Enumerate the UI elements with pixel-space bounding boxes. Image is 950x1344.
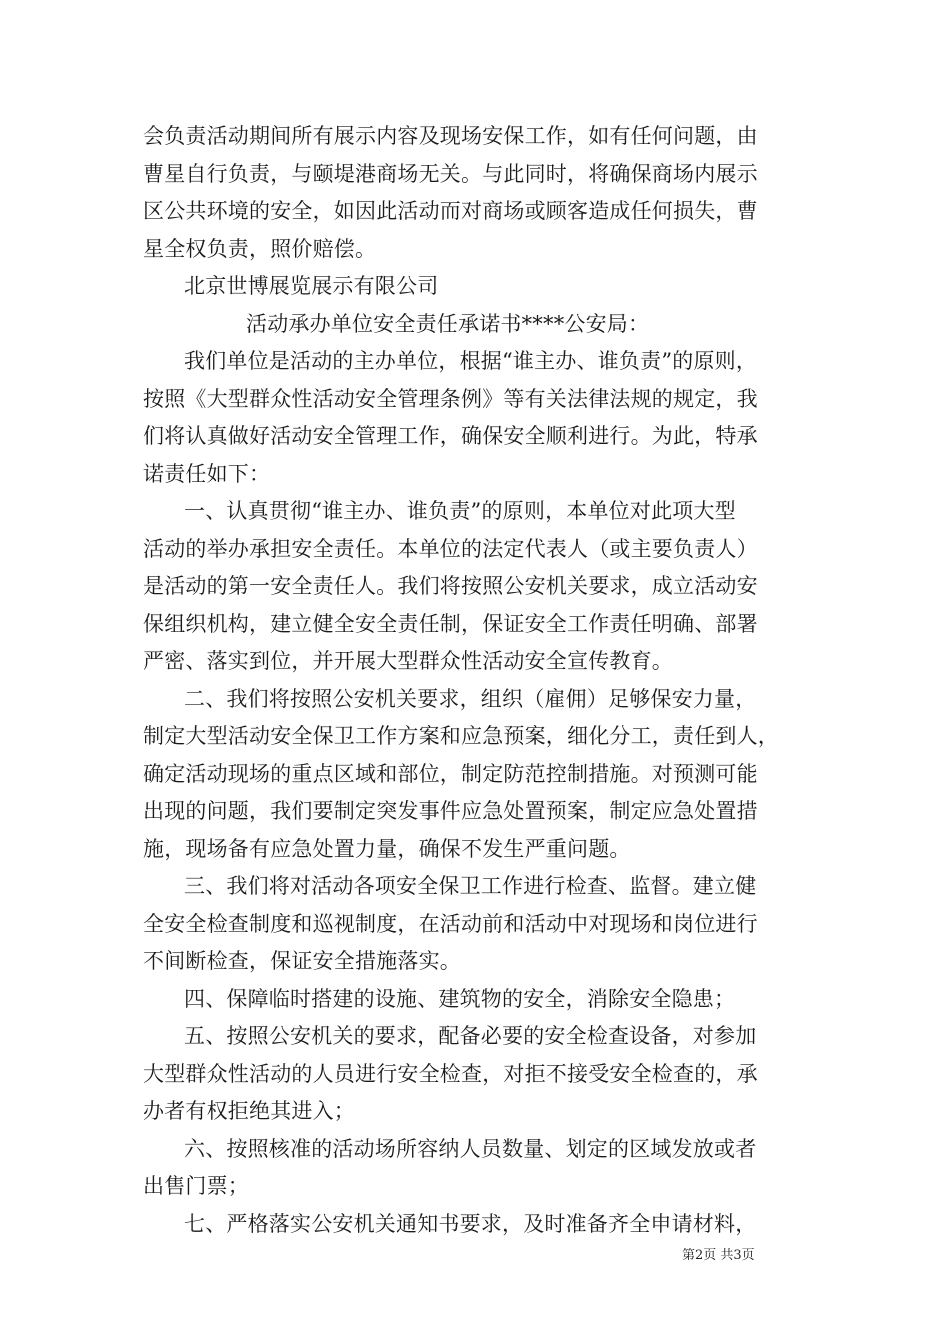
company-signature: 北京世博展览展示有限公司: [184, 274, 439, 298]
text-line: 严密、落实到位，并开展大型群众性活动安全宣传教育。: [143, 649, 673, 673]
text-line: 出现的问题，我们要制定突发事件应急处置预案，制定应急处置措: [143, 799, 758, 823]
text-line: 曹星自行负责，与颐堤港商场无关。与此同时，将确保商场内展示: [143, 161, 758, 186]
text-line: 保组织机构，建立健全安全责任制，保证安全工作责任明确、部署: [143, 611, 758, 636]
text-line: 制定大型活动安全保卫工作方案和应急预案，细化分工，责任到人，: [143, 724, 779, 748]
text-line: 会负责活动期间所有展示内容及现场安保工作，如有任何问题，由: [143, 124, 758, 148]
text-line: 诺责任如下：: [143, 461, 271, 486]
text-line: 六、按照核准的活动场所容纳人员数量、划定的区域发放或者: [184, 1136, 757, 1161]
page-number-footer: 第2页 共3页: [682, 1248, 755, 1263]
document-body: [143, 118, 809, 1243]
text-line: 全安全检查制度和巡视制度，在活动前和活动中对现场和岗位进行: [143, 911, 758, 936]
text-line: 三、我们将对活动各项安全保卫工作进行检查、监督。建立健: [184, 874, 757, 898]
text-line: 星全权负责，照价赔偿。: [143, 236, 377, 261]
text-line: 四、保障临时搭建的设施、建筑物的安全，消除安全隐患；: [184, 986, 736, 1011]
text-line: 一、认真贯彻“谁主办、谁负责”的原则，本单位对此项大型: [184, 499, 736, 523]
section-heading: 活动承办单位安全责任承诺书****公安局：: [246, 311, 650, 336]
text-line: 施，现场备有应急处置力量，确保不发生严重问题。: [143, 836, 631, 861]
text-line: 五、按照公安机关的要求，配备必要的安全检查设备，对参加: [184, 1024, 757, 1048]
text-line: 办者有权拒绝其进入；: [143, 1099, 355, 1123]
text-line: 不间断检查，保证安全措施落实。: [143, 949, 461, 973]
text-line: 活动的举办承担安全责任。本单位的法定代表人（或主要负责人）: [143, 536, 758, 561]
text-line: 二、我们将按照公安机关要求，组织（雇佣）足够保安力量，: [184, 686, 757, 711]
text-line: 们将认真做好活动安全管理工作，确保安全顺利进行。为此，特承: [143, 424, 758, 448]
text-line: 确定活动现场的重点区域和部位，制定防范控制措施。对预测可能: [143, 761, 758, 786]
text-line: 七、严格落实公安机关通知书要求，及时准备齐全申请材料，: [184, 1211, 757, 1236]
text-line: 按照《大型群众性活动安全管理条例》等有关法律法规的规定，我: [143, 386, 758, 411]
text-line: 大型群众性活动的人员进行安全检查，对拒不接受安全检查的，承: [143, 1061, 758, 1086]
text-line: 我们单位是活动的主办单位，根据“谁主办、谁负责”的原则，: [184, 349, 758, 373]
text-line: 区公共环境的安全，如因此活动而对商场或顾客造成任何损失，曹: [143, 199, 758, 223]
text-line: 出售门票；: [143, 1174, 249, 1198]
text-line: 是活动的第一安全责任人。我们将按照公安机关要求，成立活动安: [143, 574, 758, 598]
